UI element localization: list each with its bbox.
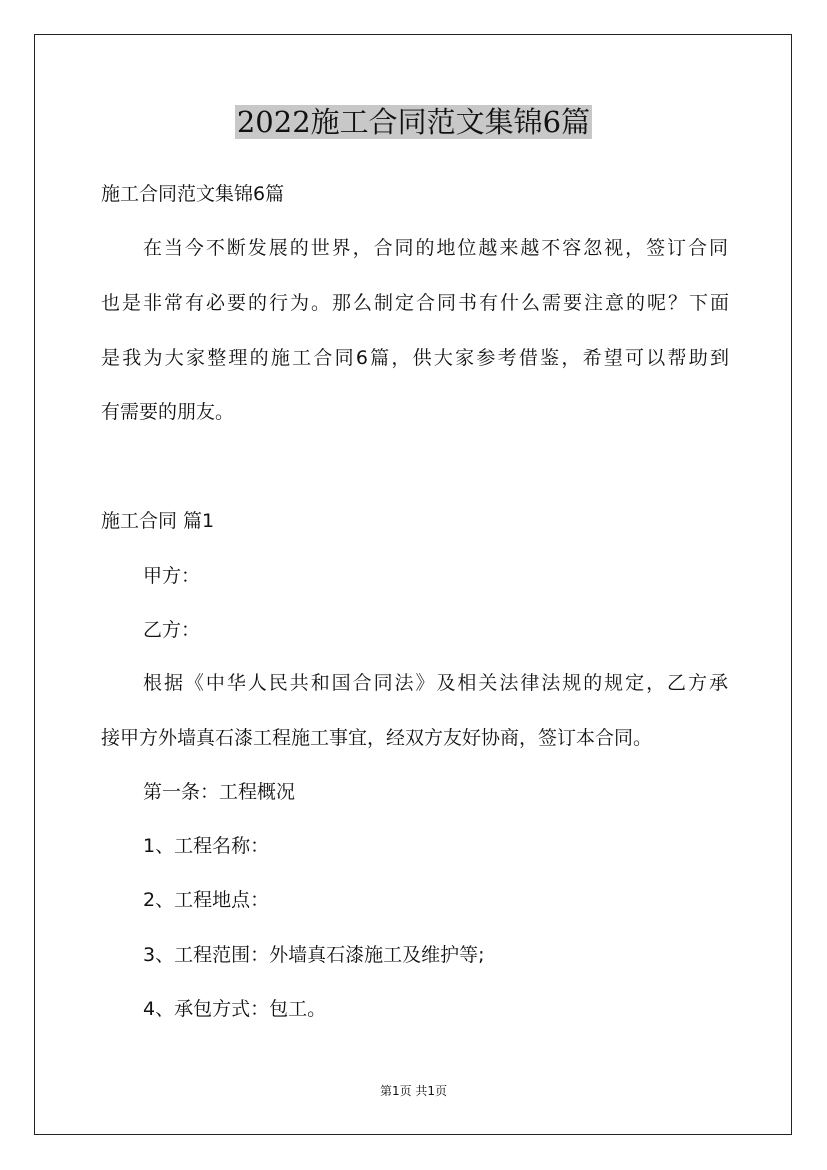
- document-subtitle: 施工合同范文集锦6篇: [101, 183, 285, 205]
- basis-line: 根据《中华人民共和国合同法》及相关法律法规的规定，乙方承: [143, 672, 728, 694]
- intro-line: 有需要的朋友。: [101, 401, 235, 423]
- article-title: 第一条：工程概况: [143, 781, 296, 803]
- section-heading: 施工合同 篇1: [101, 510, 215, 532]
- party-b-label: 乙方：: [143, 619, 201, 641]
- party-a-label: 甲方：: [143, 565, 201, 587]
- intro-line: 是我为大家整理的施工合同6篇，供大家参考借鉴，希望可以帮助到: [101, 347, 729, 369]
- document-title: [0, 103, 827, 141]
- intro-line: 在当今不断发展的世界，合同的地位越来越不容忽视，签订合同: [143, 237, 728, 259]
- article-item: 2、工程地点：: [143, 889, 270, 911]
- article-item: 3、工程范围：外墙真石漆施工及维护等;: [143, 944, 485, 966]
- document-title-text: 2022施工合同范文集锦6篇: [236, 105, 591, 139]
- article-item: 4、承包方式：包工。: [143, 998, 327, 1020]
- page-footer: 第1页 共1页: [379, 1084, 448, 1098]
- intro-line: 也是非常有必要的行为。那么制定合同书有什么需要注意的呢？下面: [101, 292, 729, 314]
- article-item: 1、工程名称：: [143, 835, 270, 857]
- basis-line: 接甲方外墙真石漆工程施工事宜，经双方友好协商，签订本合同。: [101, 727, 653, 749]
